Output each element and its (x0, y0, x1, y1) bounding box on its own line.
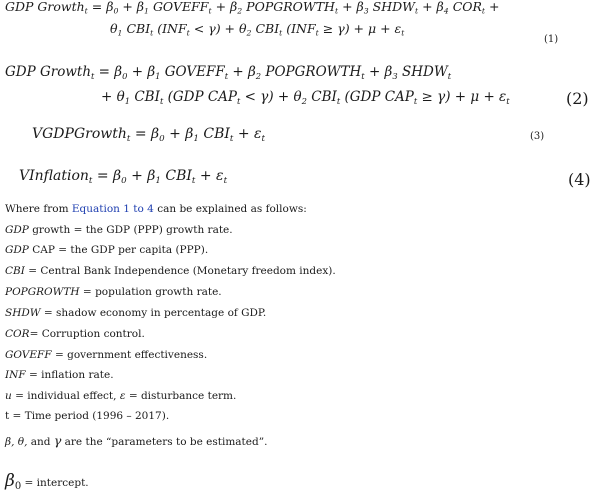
definition-shdw: SHDW = shadow economy in percentage of GDP. (5, 307, 267, 319)
definition-gdp-growth: GDP growth = the GDP (PPP) growth rate. (5, 224, 233, 236)
equation-reference-link[interactable]: Equation 1 to 4 (71, 203, 154, 215)
definition-effects: u = individual effect, ε = disturbance term. (5, 390, 237, 402)
equation-3: VGDPGrowth$_t$ = $\beta_0 + \beta_1$ $CBI_t + \varepsilon_t$ (32, 126, 266, 145)
definition-cbi: CBI = Central Bank Independence (Monetary freedom index). (5, 265, 336, 277)
equation-2-line-2: + $\theta_1$ $CBI_t$ (GDP $CAP_t < \gamma) + \theta_2$ $CBI_t$ (GDP $CAP_t \ge \gamma) + \mu + \varepsilon_t$ (101, 89, 510, 106)
equation-1-line-1: GDP Growth$_t$ = $\beta_0 + \beta_1$ $GOVEFF_t + \beta_2$ $POPGROWTH_t + \beta_3$ $SHDW_t + \beta_4$ $COR_t$ + (5, 0, 500, 16)
definition-intercept: $\beta_0$ = intercept. (5, 471, 89, 492)
equation-2-number: (2) (566, 89, 589, 108)
definition-gdp-cap: GDP CAP = the GDP per capita (PPP). (5, 244, 209, 256)
equation-4: VInflation$_t$ = $\beta_0 + \beta_1$ $CBI_t + \varepsilon_t$ (19, 168, 228, 187)
definition-parameters: β, θ, and γ are the “parameters to be estimated”. (5, 433, 268, 448)
definition-goveff: GOVEFF = government effectiveness. (5, 349, 208, 361)
definition-cor: COR= Corruption control. (5, 328, 145, 340)
equation-3-number: (3) (530, 131, 545, 142)
definition-time-period: t = Time period (1996 – 2017). (5, 410, 170, 422)
equation-1-number: (1) (544, 34, 559, 45)
equation-1-line-2: $\theta_1$ $CBI_t$ $(INF_t < \gamma) + \theta_2$ $CBI_t$ $(INF_t \ge \gamma) + \mu + \varepsilon_t$ (110, 21, 405, 38)
equation-4-number: (4) (568, 170, 591, 189)
definition-popgrowth: POPGROWTH = population growth rate. (5, 286, 222, 298)
equation-2-line-1: GDP Growth$_t$ = $\beta_0 + \beta_1$ $GOVEFF_t + \beta_2$ $POPGROWTH_t + \beta_3$ $SHDW_t$ (5, 64, 452, 81)
definition-inf: INF = inflation rate. (5, 369, 114, 381)
definitions-intro: Where from Equation 1 to 4 can be explained as follows: (5, 203, 307, 215)
